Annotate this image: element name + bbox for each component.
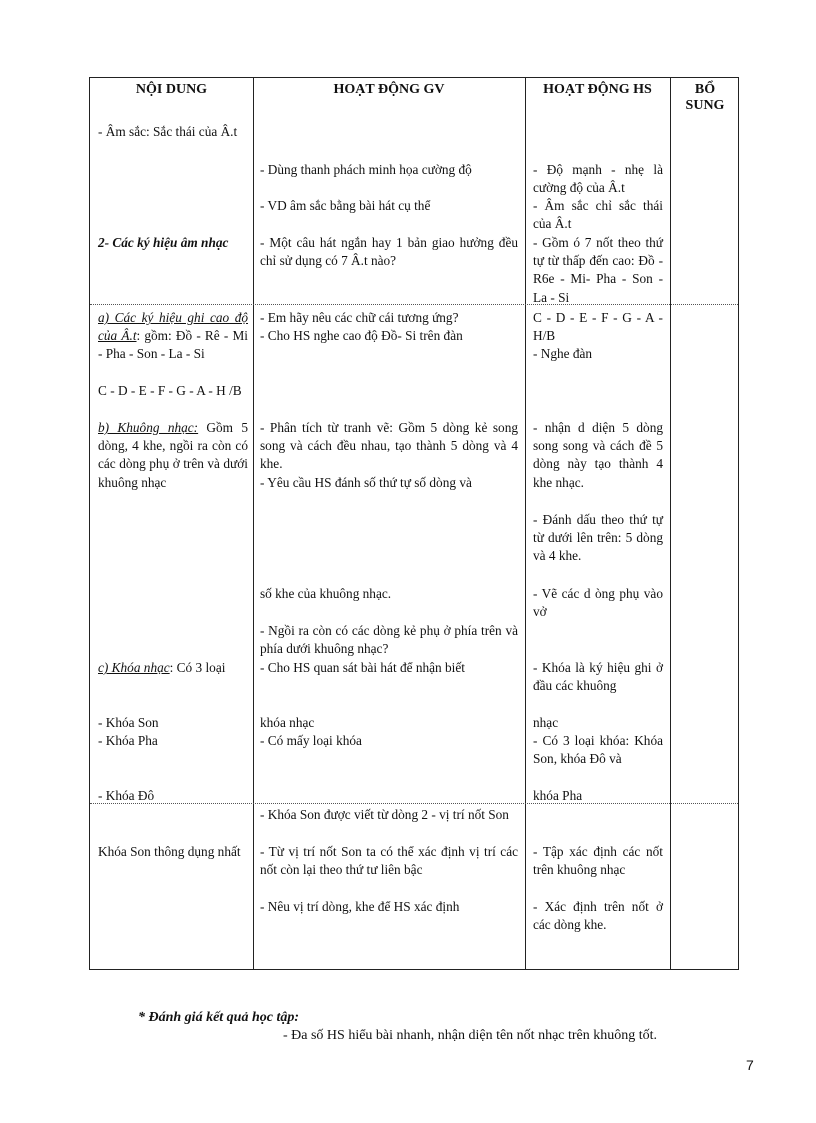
hs-chu-cai: C - D - E - F - G - A - H/B (533, 310, 663, 344)
hs-7-not: - Gồm ó 7 nốt theo thứ tự từ thấp đến cao: Đồ - R6e - Mi- Pha - Son - La - Si (533, 235, 663, 305)
nd-khuong-nhac: b) Khuông nhạc: Gồm 5 dòng, 4 khe, ngồi ra còn có các dòng phụ ở trên và dưới khuông nhạc (98, 420, 248, 490)
column-divider (525, 78, 526, 969)
hs-nhan-dien: - nhận d diện 5 dòng song song và cách đề 5 dòng này tạo thành 4 khe nhạc. (533, 420, 663, 490)
header-hoat-dong-gv: HOẠT ĐỘNG GV (333, 82, 445, 97)
hs-3-loai-khoa: - Có 3 loại khóa: Khóa Son, khóa Đô và (533, 733, 663, 767)
column-divider (253, 78, 254, 969)
nd-khoa-son-thong-dung: Khóa Son thông dụng nhất (98, 844, 241, 859)
nd-khoa-son: - Khóa Son (98, 715, 159, 730)
gv-vi-tri-not: - Từ vị trí nốt Son ta có thể xác định vị trí các nốt còn lại theo thứ tư liên bậc (260, 844, 518, 878)
hs-tap-xac-dinh: - Tập xác định các nốt trên khuông nhạc (533, 844, 663, 878)
hs-nghe-dan: - Nghe đàn (533, 346, 593, 361)
gv-quan-sat: - Cho HS quan sát bài hát để nhận biết (260, 660, 465, 675)
header-hoat-dong-hs: HOẠT ĐỘNG HS (543, 82, 652, 97)
nd-ky-hieu-am-nhac: 2- Các ký hiệu âm nhạc (98, 235, 229, 250)
hs-cuong-do: - Độ mạnh - nhẹ là cường độ của Â.t (533, 162, 663, 196)
gv-may-loai-khoa: - Có mấy loại khóa (260, 733, 362, 748)
gv-khoa-nhac: khóa nhạc (260, 715, 315, 730)
hs-nhac: nhạc (533, 715, 559, 730)
hs-xac-dinh-not: - Xác định trên nốt ở các dòng khe. (533, 899, 663, 933)
header-bo-sung: BỔ SUNG (685, 82, 725, 113)
assessment-title: * Đánh giá kết quả học tập: (138, 1010, 300, 1025)
nd-am-sac: - Âm sắc: Sắc thái của Â.t (98, 124, 238, 139)
gv-chu-cai: - Em hãy nêu các chữ cái tương ứng? (260, 310, 459, 325)
gv-nghe-cao-do: - Cho HS nghe cao độ Đồ- Si trên đàn (260, 328, 463, 343)
page-number: 7 (746, 1057, 754, 1073)
nd-cao-do: a) Các ký hiệu ghi cao độ của Â.t: gồm: Đồ - Rê - Mi - Pha - Son - La - Si (98, 310, 248, 362)
gv-yeu-cau: - Yêu cầu HS đánh số thứ tự số dòng và (260, 475, 472, 490)
hs-ve-dong-phu: - Vẽ các d òng phụ vào vở (533, 586, 663, 620)
header-noi-dung: NỘI DUNG (135, 82, 208, 97)
gv-cau-hat: - Một câu hát ngắn hay 1 bản giao hưởng đều chỉ sử dụng có 7 Â.t nào? (260, 235, 518, 269)
gv-phan-tich: - Phân tích từ tranh vẽ: Gồm 5 dòng kẻ song song và cách đều nhau, tạo thành 5 dòng và 4 khe. (260, 420, 518, 472)
nd-khoa-do: - Khóa Đô (98, 788, 155, 803)
gv-khoa-son-dong-2: - Khóa Son được viết từ dòng 2 - vị trí nốt Son (260, 807, 509, 822)
nd-khoa-nhac: c) Khóa nhạc: Có 3 loại (98, 660, 226, 675)
gv-dong-phu: - Ngồi ra còn có các dòng kẻ phụ ở phía trên và phía dưới khuông nhạc? (260, 623, 518, 657)
nd-khoa-pha: - Khóa Pha (98, 733, 158, 748)
hs-danh-dau: - Đánh dấu theo thứ tự từ dưới lên trên: 5 dòng và 4 khe. (533, 512, 663, 564)
gv-so-khe: số khe của khuông nhạc. (260, 586, 392, 601)
hs-khoa-pha: khóa Pha (533, 788, 583, 803)
hs-khoa-ky-hieu: - Khóa là ký hiệu ghi ở đầu các khuông (533, 660, 663, 694)
gv-am-sac: - VD âm sắc bằng bài hát cụ thể (260, 198, 431, 213)
gv-cuong-do: - Dùng thanh phách minh họa cường độ (260, 162, 472, 177)
assessment-text: - Đa số HS hiểu bài nhanh, nhận diện tên nốt nhạc trên khuông tốt. (283, 1028, 658, 1043)
nd-chu-cai: C - D - E - F - G - A - H /B (98, 383, 242, 398)
lesson-table (89, 77, 739, 970)
gv-vi-tri-dong-khe: - Nêu vị trí dòng, khe để HS xác định (260, 899, 460, 914)
column-divider (670, 78, 671, 969)
hs-am-sac: - Âm sắc chỉ sắc thái của Â.t (533, 198, 663, 232)
